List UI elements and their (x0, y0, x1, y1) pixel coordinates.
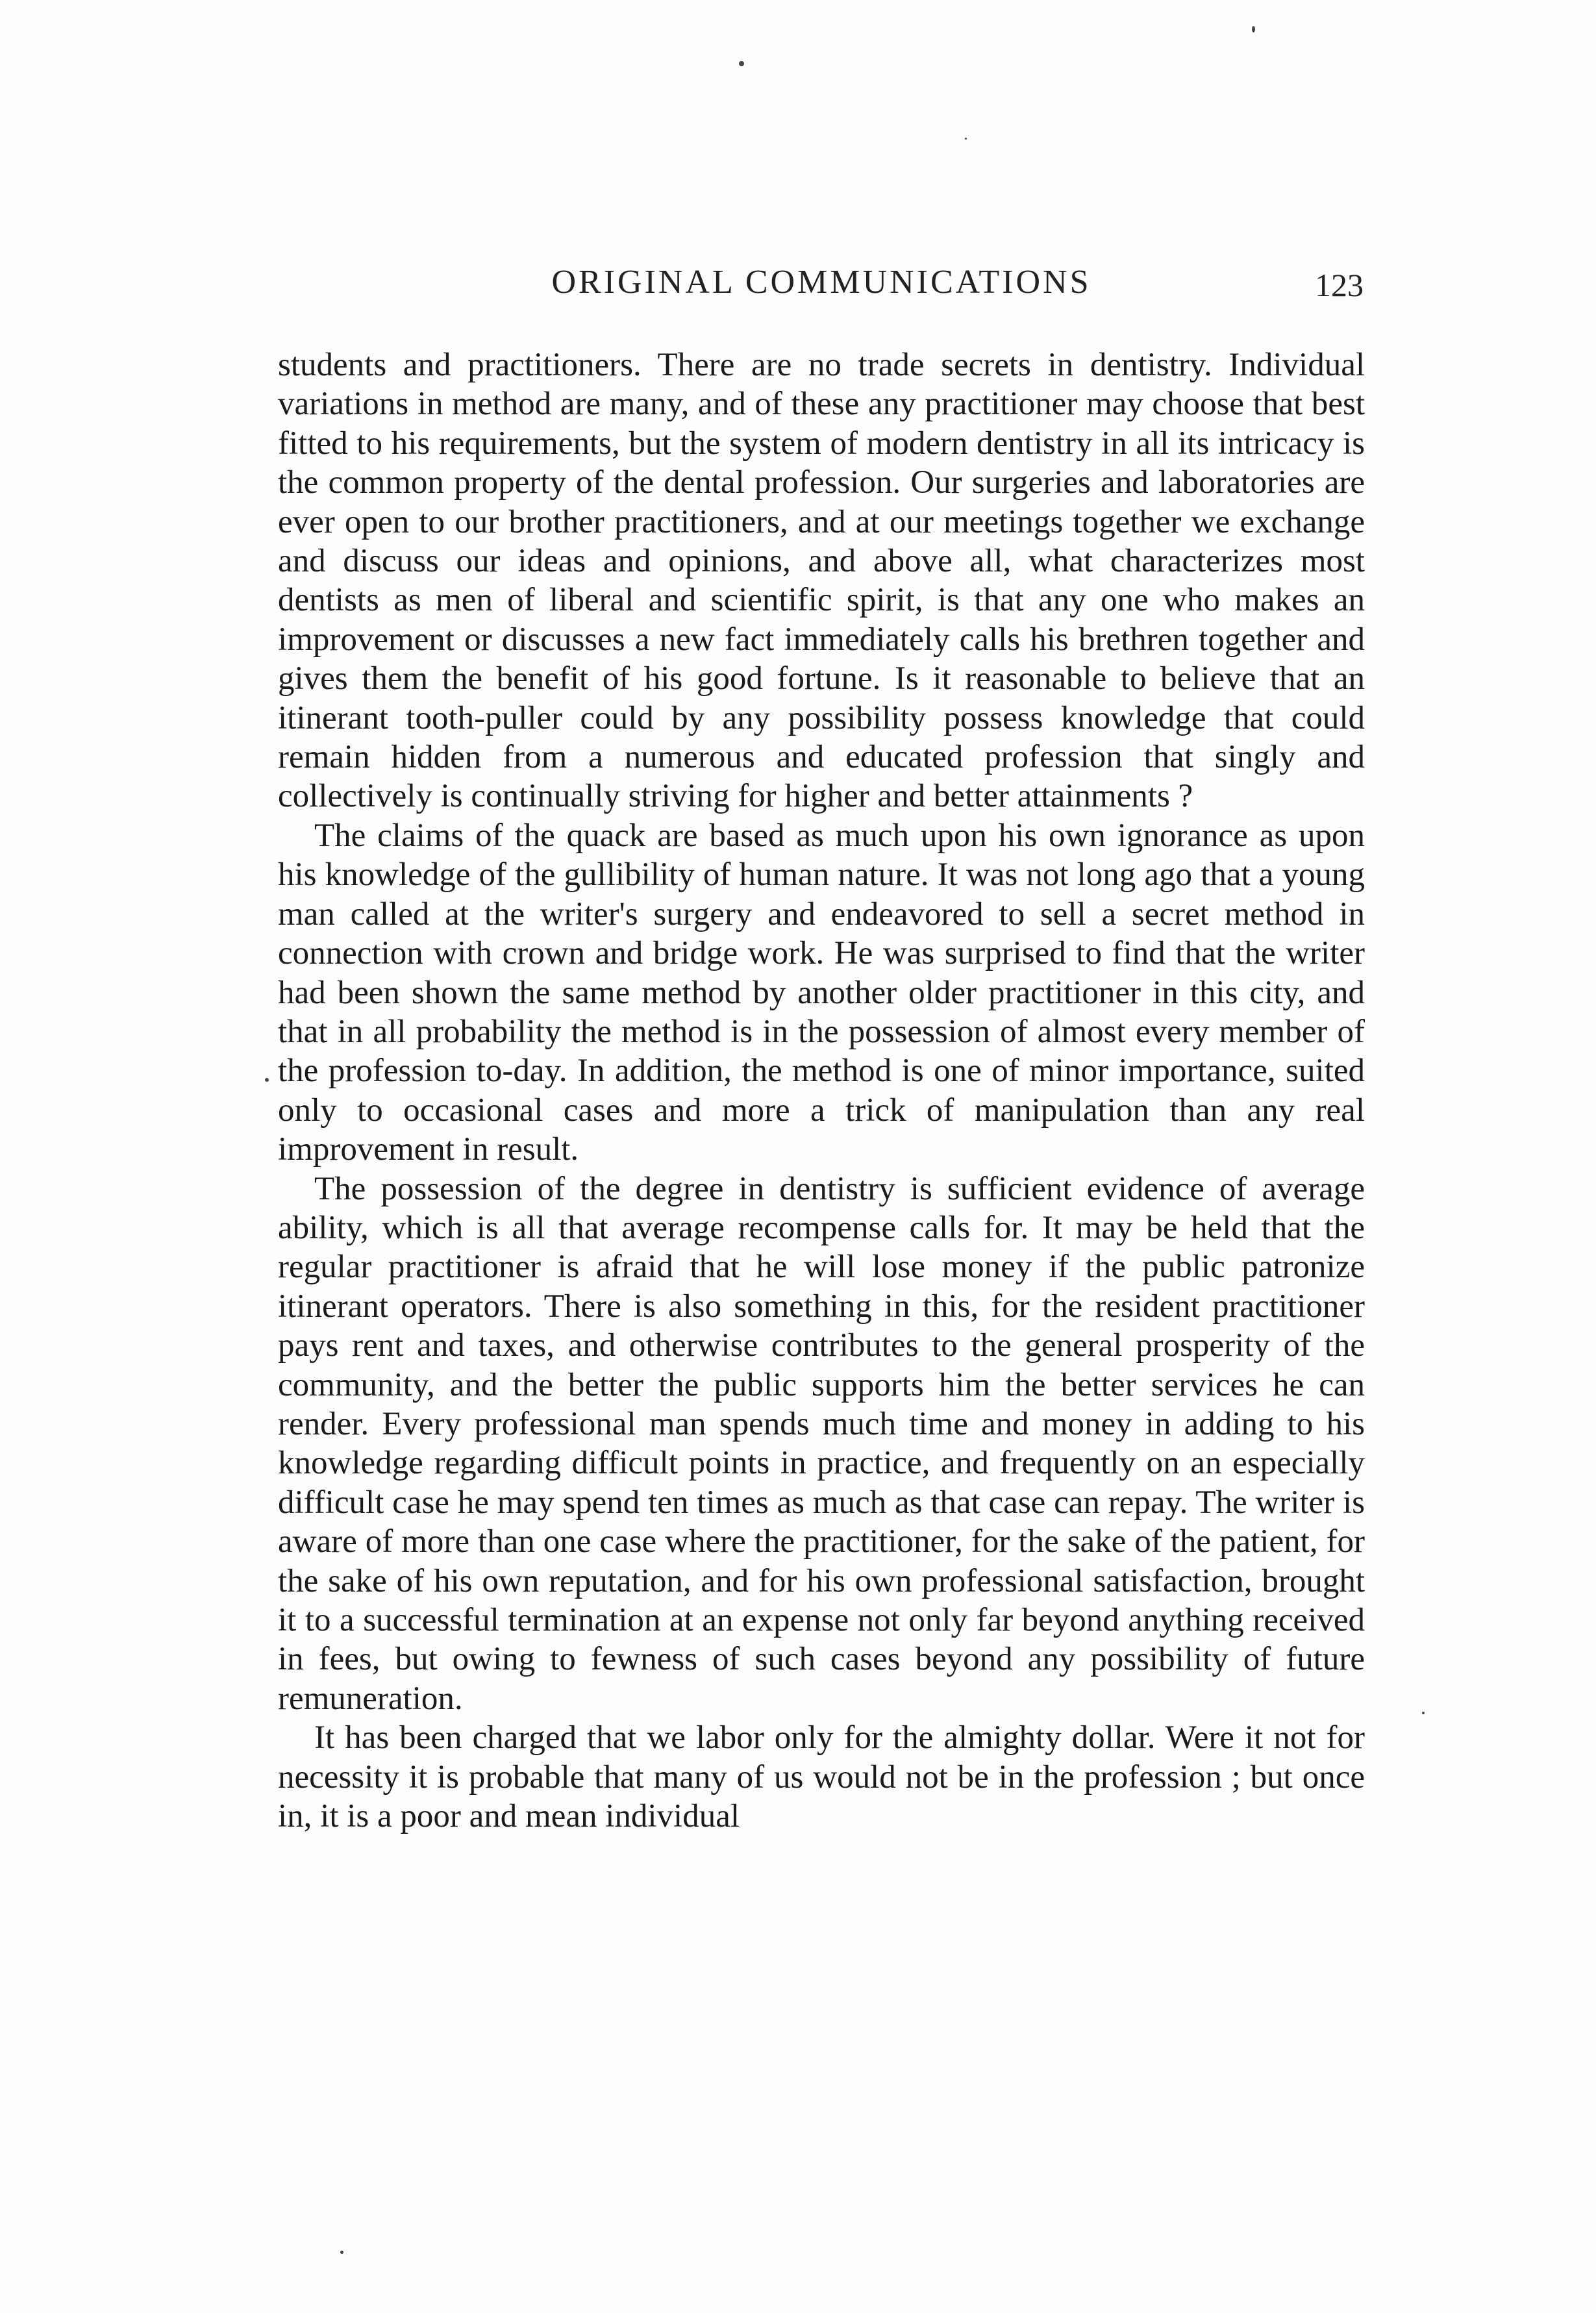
running-title: ORIGINAL COMMUNICATIONS (551, 264, 1091, 301)
scan-speck (1252, 26, 1255, 32)
paragraph-3: The possession of the degree in dentistry is sufficient evidence of average ability, which is all that average recompense calls for. It may be held that the regular practitioner is afraid that he will lose money if the public patronize itinerant operators. There is also something in this, for the resident practitioner pays rent and taxes, and otherwise contributes to the general prosperity of the community, and the better the public supports him the better services he can render. Every professional man spends much time and money in adding to his knowledge regarding difficult points in practice, and frequently on an especially difficult case he may spend ten times as much as that case can repay. The writer is aware of more than one case where the practitioner, for the sake of the patient, for the sake of his own reputation, and for his own professional satisfaction, brought it to a successful termination at an expense not only far beyond anything received in fees, but owing to fewness of such cases beyond any possibility of future remuneration. (278, 1170, 1365, 1717)
scan-speck (265, 1078, 269, 1082)
scan-speck (340, 2251, 343, 2254)
paragraph-2: The claims of the quack are based as much upon his own ignorance as upon his knowledge of the gullibility of human nature. It was not long ago that a young man called at the writer's surgery and endeavored to sell a secret method in connection with crown and bridge work. He was surprised to find that the writer had been shown the same method by another older practitioner in this city, and that in all probability the method is in the possession of almost every member of the profession to-day. In addition, the method is one of minor importance, suited only to occasional cases and more a trick of manipulation than any real improvement in result. (278, 817, 1365, 1168)
scan-speck (1422, 1712, 1425, 1714)
page-number: 123 (1315, 267, 1364, 303)
body-text (278, 345, 1365, 1836)
paragraph-4: It has been charged that we labor only for the almighty dollar. Were it not for necessity it is probable that many of us would not be in the profession ; but once in, it is a poor and mean individual (278, 1719, 1365, 1835)
paragraph-1: students and practitioners. There are no trade secrets in dentistry. Individual variations in method are many, and of these any practitioner may choose that best fitted to his requirements, but the system of modern dentistry in all its intricacy is the common property of the dental profession. Our surgeries and laboratories are ever open to our brother practitioners, and at our meetings together we exchange and discuss our ideas and opinions, and above all, what characterizes most dentists as men of liberal and scientific spirit, is that any one who makes an improvement or discusses a new fact immediately calls his brethren together and gives them the benefit of his good fortune. Is it reasonable to believe that an itinerant tooth-puller could by any possibility possess knowledge that could remain hidden from a numerous and educated profession that singly and collectively is continually striving for higher and better attainments ? (278, 347, 1365, 815)
scan-speck (965, 138, 967, 140)
running-head (279, 260, 1364, 305)
scan-speck (739, 61, 744, 66)
